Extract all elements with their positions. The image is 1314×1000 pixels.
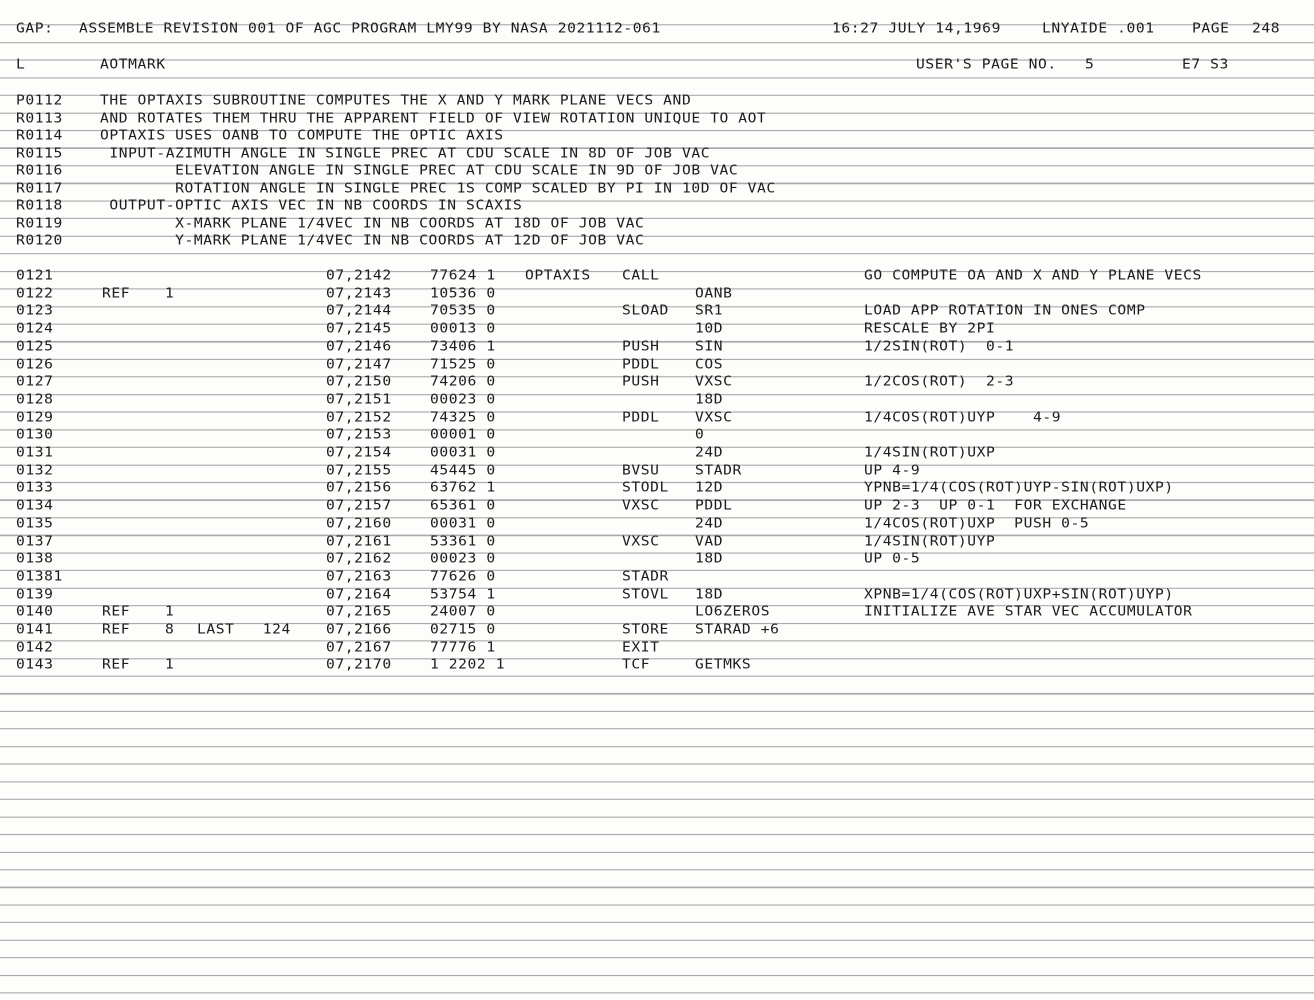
code-octal: 00031 0 [430,515,496,531]
code-octal: 1 2202 1 [430,657,506,673]
code-address: 07,2147 [326,356,392,372]
code-octal: 00013 0 [430,321,496,337]
code-comment: UP 2-3 UP 0-1 FOR EXCHANGE [864,498,1127,514]
code-opcode: STADR [622,569,669,584]
remark-text: ROTATION ANGLE IN SINGLE PREC 1S COMP SCALED BY PI IN 10D OF VAC [100,180,776,196]
code-address: 07,2150 [326,374,392,390]
code-line-number: 0138 [16,551,54,567]
code-address: 07,2163 [326,569,392,584]
code-line-number: 0132 [16,462,54,478]
code-comment: UP 0-5 [864,551,921,567]
remark-line-number: R0116 [16,163,63,179]
code-line-number: 0125 [16,338,54,354]
code-octal: 77776 1 [430,639,496,655]
code-address: 07,2142 [326,268,392,284]
code-line-number: 0142 [16,639,54,655]
code-octal: 70535 0 [430,303,496,319]
code-opcode: SLOAD [622,303,669,319]
header-page-number: 248 [1252,21,1281,37]
code-address: 07,2161 [326,533,392,549]
subheader-section: AOTMARK [100,57,166,73]
code-label: OPTAXIS [525,268,591,284]
code-last-ref: LAST 124 [197,622,291,638]
code-line-number: 0130 [16,427,54,443]
code-comment: GO COMPUTE OA AND X AND Y PLANE VECS [864,268,1202,284]
code-opcode: TCF [622,657,651,673]
code-address: 07,2170 [326,657,392,673]
remark-text: ELEVATION ANGLE IN SINGLE PREC AT CDU SCALE IN 9D OF JOB VAC [100,163,739,179]
code-address: 07,2143 [326,285,392,301]
code-line-number: 0129 [16,409,54,425]
remark-text: OPTAXIS USES OANB TO COMPUTE THE OPTIC AXIS [100,128,504,144]
code-comment: RESCALE BY 2PI [864,321,996,337]
code-operand: 0 [695,427,705,443]
remark-text: OUTPUT-OPTIC AXIS VEC IN NB COORDS IN SCAXIS [100,198,523,214]
code-address: 07,2153 [326,427,392,443]
code-octal: 00023 0 [430,392,496,407]
code-address: 07,2152 [326,409,392,425]
code-address: 07,2160 [326,515,392,531]
remark-line-number: R0114 [16,128,63,144]
code-operand: LO6ZEROS [695,604,771,620]
code-address: 07,2145 [326,321,392,337]
code-comment: 1/4SIN(ROT)UYP [864,533,996,549]
code-operand: 12D [695,480,724,496]
code-octal: 71525 0 [430,356,496,372]
code-octal: 77624 1 [430,268,496,284]
code-operand: STADR [695,462,742,478]
code-line-number: 0123 [16,303,54,319]
code-line-number: 0128 [16,392,54,407]
code-address: 07,2162 [326,551,392,567]
code-operand: OANB [695,285,733,301]
code-operand: VXSC [695,409,733,425]
code-address: 07,2144 [326,303,392,319]
code-octal: 65361 0 [430,498,496,514]
code-operand: PDDL [695,498,733,514]
code-line-number: 0134 [16,498,54,514]
remark-text: Y-MARK PLANE 1/4VEC IN NB COORDS AT 12D OF JOB VAC [100,233,645,249]
header-user: LNYAIDE .001 [1042,21,1155,37]
code-opcode: EXIT [622,639,660,655]
code-ref-count: 1 [165,657,175,673]
code-comment: 1/4SIN(ROT)UXP [864,445,996,461]
subheader-tag: E7 S3 [1182,57,1229,73]
code-ref: REF [102,622,131,638]
code-opcode: PUSH [622,374,660,390]
remark-text: THE OPTAXIS SUBROUTINE COMPUTES THE X AND Y MARK PLANE VECS AND [100,93,692,109]
code-comment: 1/4COS(ROT)UXP PUSH 0-5 [864,515,1090,531]
remark-text: X-MARK PLANE 1/4VEC IN NB COORDS AT 18D OF JOB VAC [100,215,645,231]
code-opcode: STORE [622,622,669,638]
code-operand: 24D [695,445,724,461]
code-line-number: 0131 [16,445,54,461]
code-operand: GETMKS [695,657,752,673]
code-line-number: 0141 [16,622,54,638]
header-title: ASSEMBLE REVISION 001 OF AGC PROGRAM LMY99 BY NASA 2021112-061 [79,21,661,37]
code-ref: REF [102,657,131,673]
code-octal: 63762 1 [430,480,496,496]
remark-text: INPUT-AZIMUTH ANGLE IN SINGLE PREC AT CDU SCALE IN 8D OF JOB VAC [100,145,711,161]
code-operand: 18D [695,586,724,602]
code-operand: VAD [695,533,724,549]
code-operand: SR1 [695,303,724,319]
remark-line-number: R0120 [16,233,63,249]
code-opcode: STOVL [622,586,669,602]
code-octal: 74325 0 [430,409,496,425]
code-comment: INITIALIZE AVE STAR VEC ACCUMULATOR [864,604,1193,620]
code-opcode: BVSU [622,462,660,478]
code-comment: LOAD APP ROTATION IN ONES COMP [864,303,1146,319]
code-address: 07,2151 [326,392,392,407]
code-line-number: 0143 [16,657,54,673]
code-octal: 45445 0 [430,462,496,478]
code-comment: XPNB=1/4(COS(ROT)UXP+SIN(ROT)UYP) [864,586,1174,602]
code-ref: REF [102,604,131,620]
remark-line-number: R0119 [16,215,63,231]
code-octal: 73406 1 [430,338,496,354]
code-octal: 24007 0 [430,604,496,620]
code-line-number: 0137 [16,533,54,549]
code-comment: 1/2COS(ROT) 2-3 [864,374,1015,390]
code-line-number: 0121 [16,268,54,284]
code-ref: REF [102,285,131,301]
subheader-marker: L [16,57,26,73]
header-datetime: 16:27 JULY 14,1969 [832,21,1001,37]
code-ref-count: 1 [165,604,175,620]
remark-line-number: R0113 [16,110,63,126]
code-opcode: PDDL [622,409,660,425]
remark-line-number: R0117 [16,180,63,196]
code-line-number: 0126 [16,356,54,372]
code-operand: COS [695,356,724,372]
code-octal: 00001 0 [430,427,496,443]
code-address: 07,2165 [326,604,392,620]
code-operand: 24D [695,515,724,531]
code-octal: 53754 1 [430,586,496,602]
code-octal: 00031 0 [430,445,496,461]
code-comment: YPNB=1/4(COS(ROT)UYP-SIN(ROT)UXP) [864,480,1174,496]
code-operand: 18D [695,392,724,407]
code-opcode: PDDL [622,356,660,372]
code-ref-count: 8 [165,622,175,638]
remark-line-number: P0112 [16,93,63,109]
code-line-number: 01381 [16,569,63,584]
code-address: 07,2155 [326,462,392,478]
code-comment: 1/2SIN(ROT) 0-1 [864,338,1015,354]
code-line-number: 0122 [16,285,54,301]
code-opcode: VXSC [622,533,660,549]
code-line-number: 0140 [16,604,54,620]
code-opcode: VXSC [622,498,660,514]
header-prefix: GAP: [16,21,54,37]
code-comment: UP 4-9 [864,462,921,478]
subheader-users-page: USER'S PAGE NO. 5 [916,57,1095,73]
code-line-number: 0133 [16,480,54,496]
code-octal: 77626 0 [430,569,496,584]
code-octal: 53361 0 [430,533,496,549]
code-address: 07,2154 [326,445,392,461]
code-address: 07,2167 [326,639,392,655]
remark-text: AND ROTATES THEM THRU THE APPARENT FIELD OF VIEW ROTATION UNIQUE TO AOT [100,110,767,126]
code-line-number: 0124 [16,321,54,337]
code-address: 07,2157 [326,498,392,514]
code-operand: STARAD +6 [695,622,780,638]
remark-line-number: R0118 [16,198,63,214]
code-address: 07,2156 [326,480,392,496]
remark-line-number: R0115 [16,145,63,161]
code-ref-count: 1 [165,285,175,301]
code-opcode: CALL [622,268,660,284]
code-line-number: 0139 [16,586,54,602]
code-comment: 1/4COS(ROT)UYP 4-9 [864,409,1062,425]
code-operand: 18D [695,551,724,567]
code-operand: 10D [695,321,724,337]
code-octal: 00023 0 [430,551,496,567]
code-octal: 10536 0 [430,285,496,301]
code-operand: VXSC [695,374,733,390]
code-octal: 74206 0 [430,374,496,390]
code-line-number: 0127 [16,374,54,390]
code-opcode: STODL [622,480,669,496]
code-octal: 02715 0 [430,622,496,638]
code-address: 07,2146 [326,338,392,354]
code-opcode: PUSH [622,338,660,354]
code-line-number: 0135 [16,515,54,531]
header-page-label: PAGE [1192,21,1230,37]
code-operand: SIN [695,338,724,354]
code-address: 07,2166 [326,622,392,638]
code-address: 07,2164 [326,586,392,602]
